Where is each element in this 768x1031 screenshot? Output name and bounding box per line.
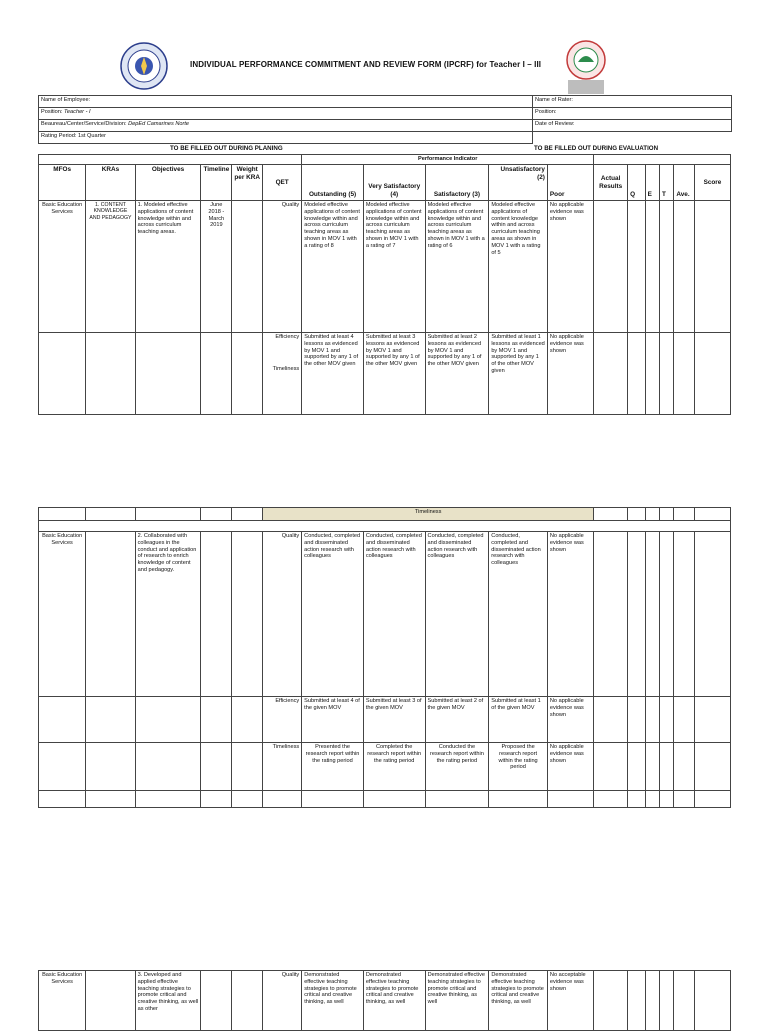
row2-e2: Submitted at least 1 of the given MOV (489, 697, 548, 743)
row2-q1: No applicable evidence was shown (547, 532, 593, 697)
position-value: Teacher - I (64, 109, 91, 115)
row2-q2: Conducted, completed and disseminated action research with colleagues (489, 532, 548, 697)
col-objectives: Objectives (135, 165, 201, 201)
row2-mfo: Basic Education Services (39, 532, 86, 697)
row3-q2: Demonstrated effective teaching strategies to promote critical and creative thinking, as well (489, 971, 548, 1031)
col-score: Score (694, 165, 730, 201)
row1-e3: Submitted at least 2 lessons as evidenced by MOV 1 and supported by any 1 of the other MOV given (425, 333, 489, 415)
row3-q1: No acceptable evidence was shown (547, 971, 593, 1031)
row3-q4: Demonstrated effective teaching strategies to promote critical and creative thinking, as well (363, 971, 425, 1031)
row2-quality-label: Quality (263, 532, 302, 697)
rater-position-cell: Position: (533, 108, 732, 120)
row1-timeline: June 2018 - March 2019 (201, 201, 232, 333)
row1-e4: Submitted at least 3 lessons as evidenced by MOV 1 and supported by any 1 of the other MOV given (363, 333, 425, 415)
position-label: Position: (41, 109, 63, 115)
performance-table-3 (38, 970, 731, 1031)
row2-q5: Conducted, completed and disseminated action research with colleagues (302, 532, 364, 697)
performance-table-2 (38, 507, 731, 808)
bureau-label: Beaureau/Center/Service/Division: (41, 121, 127, 127)
row1-objective: 1. Modeled effective applications of content knowledge within and across curriculum teaching areas. (135, 201, 201, 333)
row1-quality-label: Quality (263, 201, 302, 333)
col-t: T (659, 165, 673, 201)
col-satisfactory: Satisfactory (3) (425, 165, 489, 201)
col-actual-results: Actual Results (594, 165, 628, 201)
row3-q3: Demonstrated effective teaching strategies to promote critical and creative thinking, as well (425, 971, 489, 1031)
division-logo (565, 40, 607, 96)
row1-timeliness-label: Timeliness (272, 365, 300, 372)
row3-q5: Demonstrated effective teaching strategies to promote critical and creative thinking, as well (302, 971, 364, 1031)
row1-q4: Modeled effective applications of content knowledge within and across curriculum teaching areas as shown in MOV 1 with a rating of 7 (363, 201, 425, 333)
col-qet: QET (263, 165, 302, 201)
form-title: INDIVIDUAL PERFORMANCE COMMITMENT AND REVIEW FORM (IPCRF) for Teacher I – III (190, 60, 542, 69)
row2-efficiency-label: Efficiency (263, 697, 302, 743)
row1-e1: No applicable evidence was shown (547, 333, 593, 415)
row3-mfo: Basic Education Services (39, 971, 86, 1031)
rating-period-cell: Rating Period: 1st Quarter (39, 132, 533, 144)
col-ave: Ave. (674, 165, 695, 201)
col-mfos: MFOs (39, 165, 86, 201)
evaluation-label: TO BE FILLED OUT DURING EVALUATION (534, 145, 659, 152)
employee-info-table (38, 95, 732, 144)
row1-e5: Submitted at least 4 lessons as evidenced by MOV 1 and supported by any 1 of the other MOV given (302, 333, 364, 415)
rater-name-cell: Name of Rater: (533, 96, 732, 108)
col-e: E (645, 165, 659, 201)
col-kras: KRAs (86, 165, 135, 201)
planning-label: TO BE FILLED OUT DURING PLANING (170, 145, 283, 152)
position-cell (39, 108, 533, 120)
row2-objective: 2. Collaborated with colleagues in the conduct and application of research to enrich knowledge of content and pedagogy. (135, 532, 201, 697)
row2-t1: No applicable evidence was shown (547, 743, 593, 791)
timeliness-band: Timeliness (263, 508, 594, 521)
row1-efficiency-label: Efficiency (275, 334, 300, 340)
row1-eff-time (263, 333, 302, 415)
row2-e1: No applicable evidence was shown (547, 697, 593, 743)
performance-table-1 (38, 154, 731, 415)
col-timeline: Timeline (201, 165, 232, 201)
row1-q1: No applicable evidence was shown (547, 201, 593, 333)
col-q: Q (628, 165, 645, 201)
row1-e2: Submitted at least 1 lessons as evidenced by MOV 1 and supported by any 1 of the other MOV given (489, 333, 548, 415)
col-unsatisfactory: Unsatisfactory (2) (489, 165, 548, 201)
row2-q4: Conducted, completed and disseminated action research with colleagues (363, 532, 425, 697)
review-date-cell: Date of Review: (533, 120, 732, 132)
row3-quality-label: Quality (263, 971, 302, 1031)
row2-q3: Conducted, completed and disseminated action research with colleagues (425, 532, 489, 697)
row2-t3: Conducted the research report within the rating period (425, 743, 489, 791)
row2-e3: Submitted at least 2 of the given MOV (425, 697, 489, 743)
col-outstanding: Outstanding (5) (302, 165, 364, 201)
bureau-cell (39, 120, 533, 132)
row1-q5: Modeled effective applications of content knowledge within and across curriculum teaching areas as shown in MOV 1 with a rating of 8 (302, 201, 364, 333)
row1-mfo: Basic Education Services (39, 201, 86, 333)
row2-timeliness-label: Timeliness (263, 743, 302, 791)
col-very-satisfactory: Very Satisfactory (4) (363, 165, 425, 201)
row1-kra: 1. CONTENT KNOWLEDGE AND PEDAGOGY (86, 201, 135, 333)
col-poor: Poor (547, 165, 593, 201)
row2-e4: Submitted at least 3 of the given MOV (363, 697, 425, 743)
performance-indicator-header: Performance Indicator (302, 155, 594, 165)
row3-objective: 3. Developed and applied effective teaching strategies to promote critical and creative thinking, as well as other (135, 971, 201, 1031)
row2-e5: Submitted at least 4 of the given MOV (302, 697, 364, 743)
row2-t2: Proposed the research report within the rating period (489, 743, 548, 791)
row1-q2: Modeled effective applications of content knowledge within and across curriculum teaching areas as shown in MOV 1 with a rating of 5 (489, 201, 548, 333)
row1-q3: Modeled effective applications of content knowledge within and across curriculum teaching areas as shown in MOV 1 with a rating of 6 (425, 201, 489, 333)
deped-logo (120, 42, 168, 90)
row2-t4: Completed the research report within the rating period (363, 743, 425, 791)
col-weight: Weight per KRA (232, 165, 263, 201)
employee-name-cell: Name of Employee: (39, 96, 533, 108)
bureau-value: DepEd Camarines Norte (128, 121, 190, 127)
row2-t5: Presented the research report within the rating period (302, 743, 364, 791)
